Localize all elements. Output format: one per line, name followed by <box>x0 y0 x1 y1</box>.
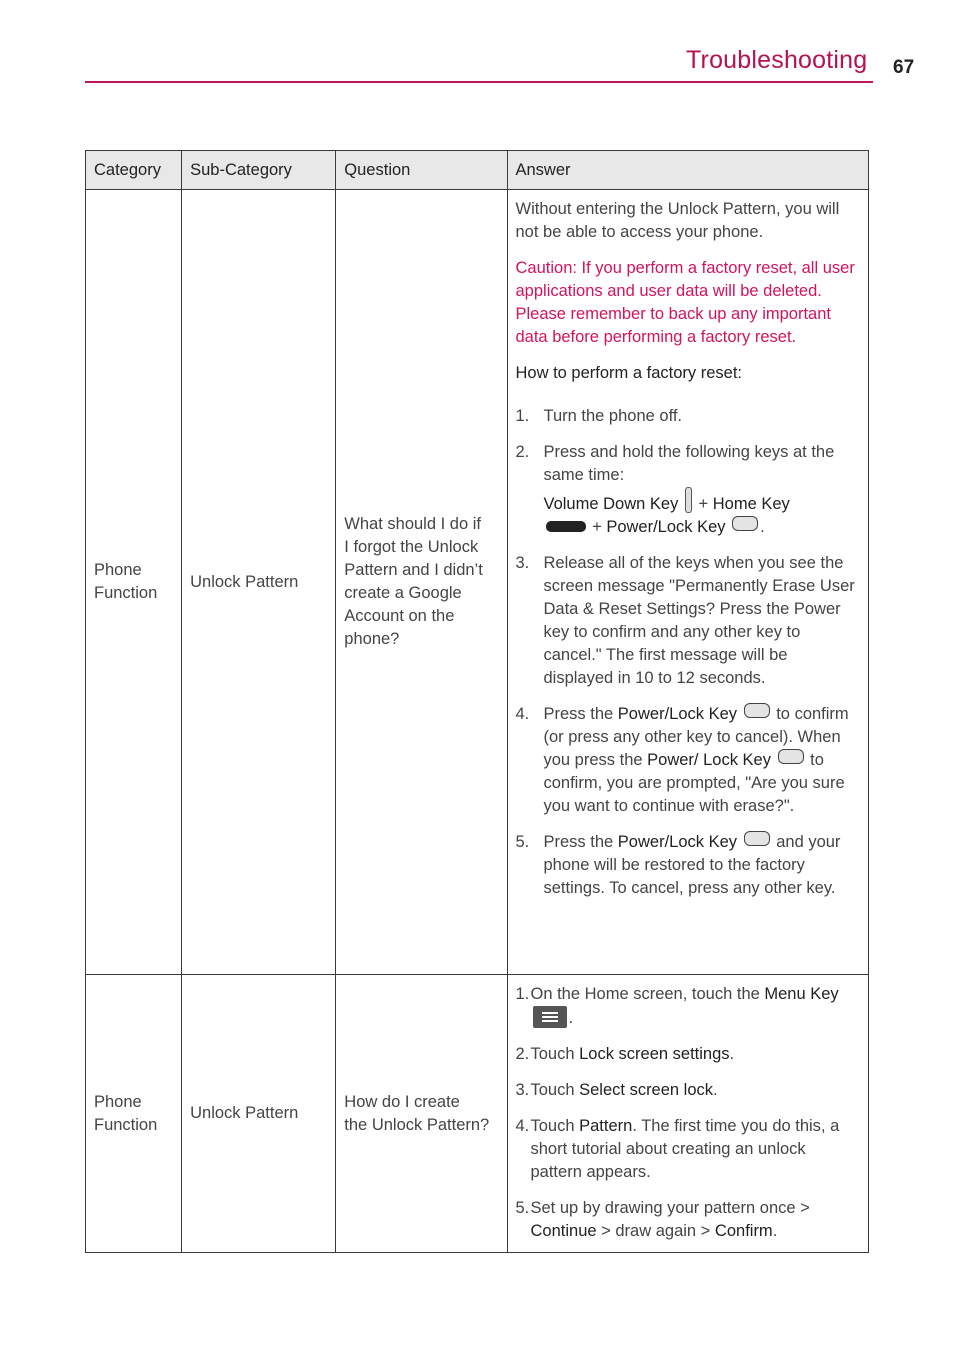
power-lock-key-icon <box>744 703 770 718</box>
category-line: Function <box>94 584 158 602</box>
list-item <box>516 703 861 818</box>
category-line: Phone <box>94 1092 142 1111</box>
punctuation: . <box>772 1222 778 1240</box>
list-item <box>516 1115 861 1184</box>
step-text: Press the <box>543 705 614 723</box>
step-text: Release all of the keys when you see the screen message "Permanently Erase User Data & Reset Settings? Press the Power key to confirm and any other key to cancel." The first message will be displayed in 10 to 12 seconds. <box>543 554 855 687</box>
column-header-category: Category <box>86 151 182 190</box>
power-lock-key-icon <box>744 831 770 846</box>
power-lock-key-label: Power/Lock Key <box>617 833 738 851</box>
step-number: 1. <box>515 985 530 1003</box>
table-row <box>86 975 869 1253</box>
home-key-icon <box>546 521 586 532</box>
question-line: phone? <box>344 630 400 648</box>
power-lock-key-icon <box>778 749 804 764</box>
volume-down-key-icon <box>685 487 692 513</box>
question-line: the Unlock Pattern? <box>344 1115 490 1134</box>
step-number: 5. <box>515 1199 530 1217</box>
troubleshooting-table <box>85 150 869 1253</box>
list-item <box>516 831 861 900</box>
table-row <box>86 190 869 975</box>
punctuation: . <box>760 518 765 536</box>
step-number: 5. <box>515 833 530 851</box>
step-number: 3. <box>515 554 530 572</box>
continue-label: Continue <box>530 1222 597 1240</box>
step-text: Touch <box>530 1081 575 1099</box>
table-header-row <box>86 151 869 190</box>
question-line: create a Google <box>344 584 462 602</box>
question-line: Account on the <box>344 607 455 625</box>
list-item <box>516 405 861 428</box>
category-line: Phone <box>94 561 142 579</box>
list-item <box>516 1197 861 1243</box>
column-header-subcategory: Sub-Category <box>182 151 336 190</box>
step-text: to confirm (or press any other key to cancel). When you press the <box>543 705 849 769</box>
home-key-label: Home Key <box>712 495 790 513</box>
question-line: I forgot the Unlock <box>344 538 479 556</box>
category-cell <box>86 190 182 975</box>
factory-reset-heading: How to perform a factory reset: <box>515 364 742 382</box>
question-cell <box>336 190 507 975</box>
list-item <box>516 1079 861 1102</box>
step-text: to confirm, you are prompted, "Are you sure you want to continue with erase?". <box>543 751 845 815</box>
step-number: 4. <box>515 705 530 723</box>
menu-key-label: Menu Key <box>764 985 839 1003</box>
answer-intro: Without entering the Unlock Pattern, you will not be able to access your phone. <box>515 200 840 241</box>
subcategory-cell: Unlock Pattern <box>182 975 336 1253</box>
confirm-label: Confirm <box>714 1222 773 1240</box>
list-item <box>516 552 861 690</box>
punctuation: . <box>568 1009 574 1027</box>
question-line: How do I create <box>344 1092 460 1111</box>
category-cell <box>86 975 182 1253</box>
punctuation: . <box>729 1045 735 1063</box>
punctuation: . <box>713 1081 718 1099</box>
column-header-answer: Answer <box>507 151 869 190</box>
step-number: 2. <box>515 443 530 461</box>
step-number: 1. <box>515 407 530 425</box>
step-text: Set up by drawing your pattern once > <box>530 1199 810 1217</box>
unlock-pattern-steps <box>516 983 861 1243</box>
plus-sign: + <box>592 518 602 536</box>
step-number: 2. <box>515 1045 530 1063</box>
step-text: On the Home screen, touch the <box>530 985 760 1003</box>
answer-cell <box>507 190 869 975</box>
plus-sign: + <box>698 495 709 513</box>
page-title: Troubleshooting <box>686 46 868 74</box>
power-lock-key-icon <box>732 516 758 531</box>
power-lock-key-label: Power/Lock Key <box>617 705 738 723</box>
power-lock-key-label: Power/ Lock Key <box>647 751 771 769</box>
subcategory-cell: Unlock Pattern <box>182 190 336 975</box>
step-text: Touch <box>530 1045 575 1063</box>
power-lock-key-label: Power/Lock Key <box>606 518 726 536</box>
category-line: Function <box>94 1115 158 1134</box>
column-header-question: Question <box>336 151 507 190</box>
step-number: 3. <box>515 1081 530 1099</box>
step-text: > draw again > <box>601 1222 711 1240</box>
list-item <box>516 441 861 539</box>
answer-cell <box>507 975 869 1253</box>
volume-down-key-label: Volume Down Key <box>543 495 679 513</box>
question-cell <box>336 975 507 1253</box>
step-text: Touch <box>530 1117 575 1135</box>
list-item <box>516 1043 861 1066</box>
page-number: 67 <box>893 57 915 78</box>
select-screen-lock-label: Select screen lock <box>579 1081 714 1099</box>
lock-screen-settings-label: Lock screen settings <box>579 1045 730 1063</box>
step-text: Press and hold the following keys at the same time: <box>543 443 835 484</box>
header-divider <box>85 81 873 83</box>
step-text: Press the <box>543 833 614 851</box>
list-item <box>516 983 861 1030</box>
question-line: Pattern and I didn’t <box>344 561 483 579</box>
menu-key-icon <box>533 1006 567 1028</box>
step-text: . The first time you do this, a short tutorial about creating an unlock pattern appears. <box>530 1117 840 1181</box>
step-text: and your phone will be restored to the factory settings. To cancel, press any other key. <box>543 833 841 897</box>
question-line: What should I do if <box>344 515 481 533</box>
pattern-label: Pattern <box>579 1117 633 1135</box>
caution-text: Caution: If you perform a factory reset, all user applications and user data will be deleted. Please remember to back up any important data before performing a factory reset. <box>515 259 855 346</box>
step-text: Turn the phone off. <box>543 407 683 425</box>
step-number: 4. <box>515 1117 530 1135</box>
factory-reset-steps <box>516 405 861 900</box>
